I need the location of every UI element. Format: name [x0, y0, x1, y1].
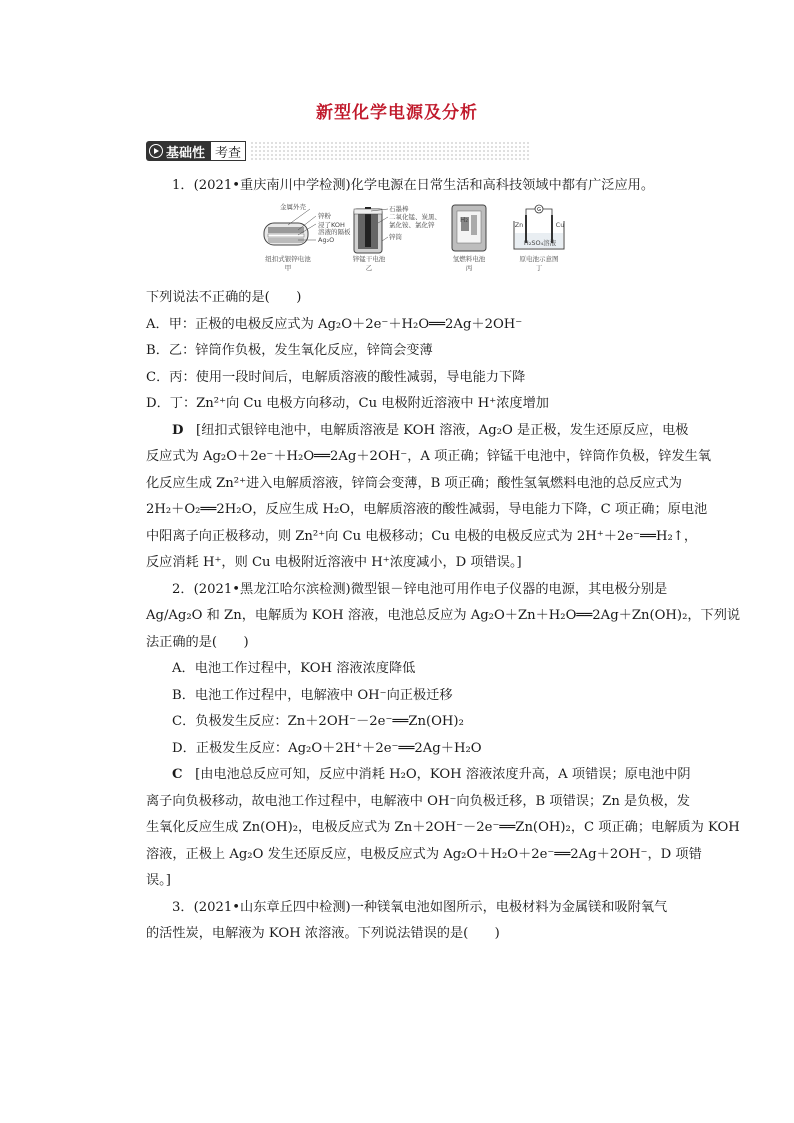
dotted-rule [250, 141, 530, 161]
question-2-stem: 2．(2021•黑龙江哈尔滨检测)微型银－锌电池可用作电子仪器的电源，其电极分别是 [172, 581, 668, 597]
svg-text:G: G [537, 207, 541, 213]
question-1-body: 下列说法不正确的是( ) A．甲：正极的电极反应式为 Ag₂O＋2e⁻＋H₂O══2Ag＋2OH⁻ B．乙：锌筒作负极，发生氧化反应，锌筒会变薄 C．丙：使用一段时间后，电解质溶液的酸性减弱，导电能力下降 D．丁：Zn²⁺向 Cu 电极方向移动，Cu 电极附近溶液中 H⁺浓度增加 D [纽扣式银锌电池中，电解质溶液是 KOH 溶液，Ag₂O 是正极，发生还原反应，电极 反应式为 Ag₂O＋2e⁻＋H₂O══2Ag＋2OH⁻，A 项正确；锌锰干电池中，锌筒作负极，锌发生氧 化反应生成 Zn²⁺进入电解质溶液，锌筒会变薄，B 项正确；酸性氢氧燃料电池的总反应式为 2H₂＋O₂══2H₂O，反应生成 H₂O，电解质溶液的酸性减弱，导电能力下降，C 项正确；原电池 中阳离子向正极移动，则 Zn²⁺向 Cu 电极移动；Cu 电极的电极反应式为 2H⁺＋2e⁻══H₂↑， 反应消耗 H⁺，则 Cu 电极附近溶液中 H⁺浓度减小，D 项错误。] 2．(2021•黑龙江哈尔滨检测)微型银－锌电池可用作电子仪器的电源，其电极分别是 Ag/Ag₂O 和 Zn，电解质为 KOH 溶液，电池总反应为 Ag₂O＋Zn＋H₂O══2Ag＋Zn(OH)₂，下列说 法正确的是( ) A．电池工作过程中，KOH 溶液浓度降低 B．电池工作过程中，电解液中 OH⁻向正极迁移 C．负极发生反应：Zn＋2OH⁻－2e⁻══Zn(OH)₂ D．正极发生反应：Ag₂O＋2H⁺＋2e⁻══2Ag＋H₂O C [由电池总反应可知，反应中消耗 H₂O，KOH 溶液浓度升高，A 项错误；原电池中阴 离子向负极移动，故电池工作过程中，电解液中 OH⁻向负极迁移，B 项错误；Zn 是负极，发 生氧化反应生成 Zn(OH)₂，电极反应式为 Zn＋2OH⁻－2e⁻══Zn(OH)₂，C 项正确；电解质为 KOH 溶液，正极上 Ag₂O 发生还原反应，电极反应式为 Ag₂O＋H₂O＋2e⁻══2Ag＋2OH⁻，D 项错 误。] 3．(2021•山东章丘四中检测)一种镁氧电池如图所示，电极材料为金属镁和吸附氧气 的活性炭，电解液为 KOH 浓溶液。下列说法错误的是( ) [146, 285, 676, 948]
option-a: A．甲：正极的电极反应式为 Ag₂O＋2e⁻＋H₂O══2Ag＋2OH⁻ [146, 316, 523, 332]
page-title: 新型化学电源及分析 [316, 103, 478, 123]
question-1-prompt: 下列说法不正确的是( ) [146, 290, 302, 305]
question-1-figures [258, 203, 598, 281]
section-tag-light-label: 考查 [215, 145, 242, 161]
section-tag-light [210, 141, 246, 161]
option-c: C．丙：使用一段时间后，电解质溶液的酸性减弱，导电能力下降 [146, 369, 526, 385]
figure-caption: 锌锰干电池 [352, 255, 386, 263]
figure-caption: 纽扣式银锌电池 [265, 255, 311, 263]
section-tag-dark-label: 基础性 [166, 145, 206, 161]
figure-button-cell: 金属外壳 锌粉 浸了KOH 溶液的隔板 Ag₂O 纽扣式银锌电池 甲 [258, 203, 348, 263]
section-tag [146, 141, 530, 161]
option-b: B．乙：锌筒作负极，发生氧化反应，锌筒会变薄 [146, 343, 433, 358]
option-d: D．正极发生反应：Ag₂O＋2H⁺＋2e⁻══2Ag＋H₂O [172, 740, 482, 756]
figure-label: 丙 [465, 264, 473, 272]
option-b: B．电池工作过程中，电解液中 OH⁻向正极迁移 [172, 687, 453, 703]
figure-label: 甲 [284, 264, 292, 272]
option-d: D．丁：Zn²⁺向 Cu 电极方向移动，Cu 电极附近溶液中 H⁺浓度增加 [146, 396, 549, 411]
answer-explanation-1: D [纽扣式银锌电池中，电解质溶液是 KOH 溶液，Ag₂O 是正极，发生还原反应，电极 [172, 422, 689, 438]
question-3-stem: 3．(2021•山东章丘四中检测)一种镁氧电池如图所示，电极材料为金属镁和吸附氧气 [172, 899, 668, 915]
answer-key: D [172, 422, 184, 438]
figure-caption: 原电池示意图 [519, 255, 559, 263]
answer-explanation-2: C [由电池总反应可知，反应中消耗 H₂O，KOH 溶液浓度升高，A 项错误；原电池中阴 [172, 767, 691, 782]
figure-label: 乙 [365, 264, 373, 272]
fuel-cell-diagram [446, 203, 492, 255]
figure-fuel-cell: H₂ 氢燃料电池 丙 [446, 203, 492, 255]
galvanic-cell-diagram [508, 203, 570, 255]
figure-dry-cell: 石墨棒 二氧化锰、炭黑、 氯化铵、氯化锌 锌筒 锌锰干电池 乙 [346, 203, 436, 259]
question-1-stem: 1．(2021•重庆南川中学检测)化学电源在日常生活和高科技领域中都有广泛应用。 [172, 178, 655, 193]
figure-galvanic-cell: G Zn Cu H₂SO₄溶液 原电池示意图 丁 [508, 203, 570, 255]
figure-label: 丁 [535, 264, 543, 272]
option-a: A．电池工作过程中，KOH 溶液浓度降低 [172, 661, 416, 676]
option-c: C．负极发生反应：Zn＋2OH⁻－2e⁻══Zn(OH)₂ [172, 714, 464, 729]
section-tag-dark [146, 141, 210, 161]
answer-key: C [172, 767, 183, 782]
figure-caption: 氢燃料电池 [452, 255, 486, 263]
play-icon [149, 144, 163, 158]
